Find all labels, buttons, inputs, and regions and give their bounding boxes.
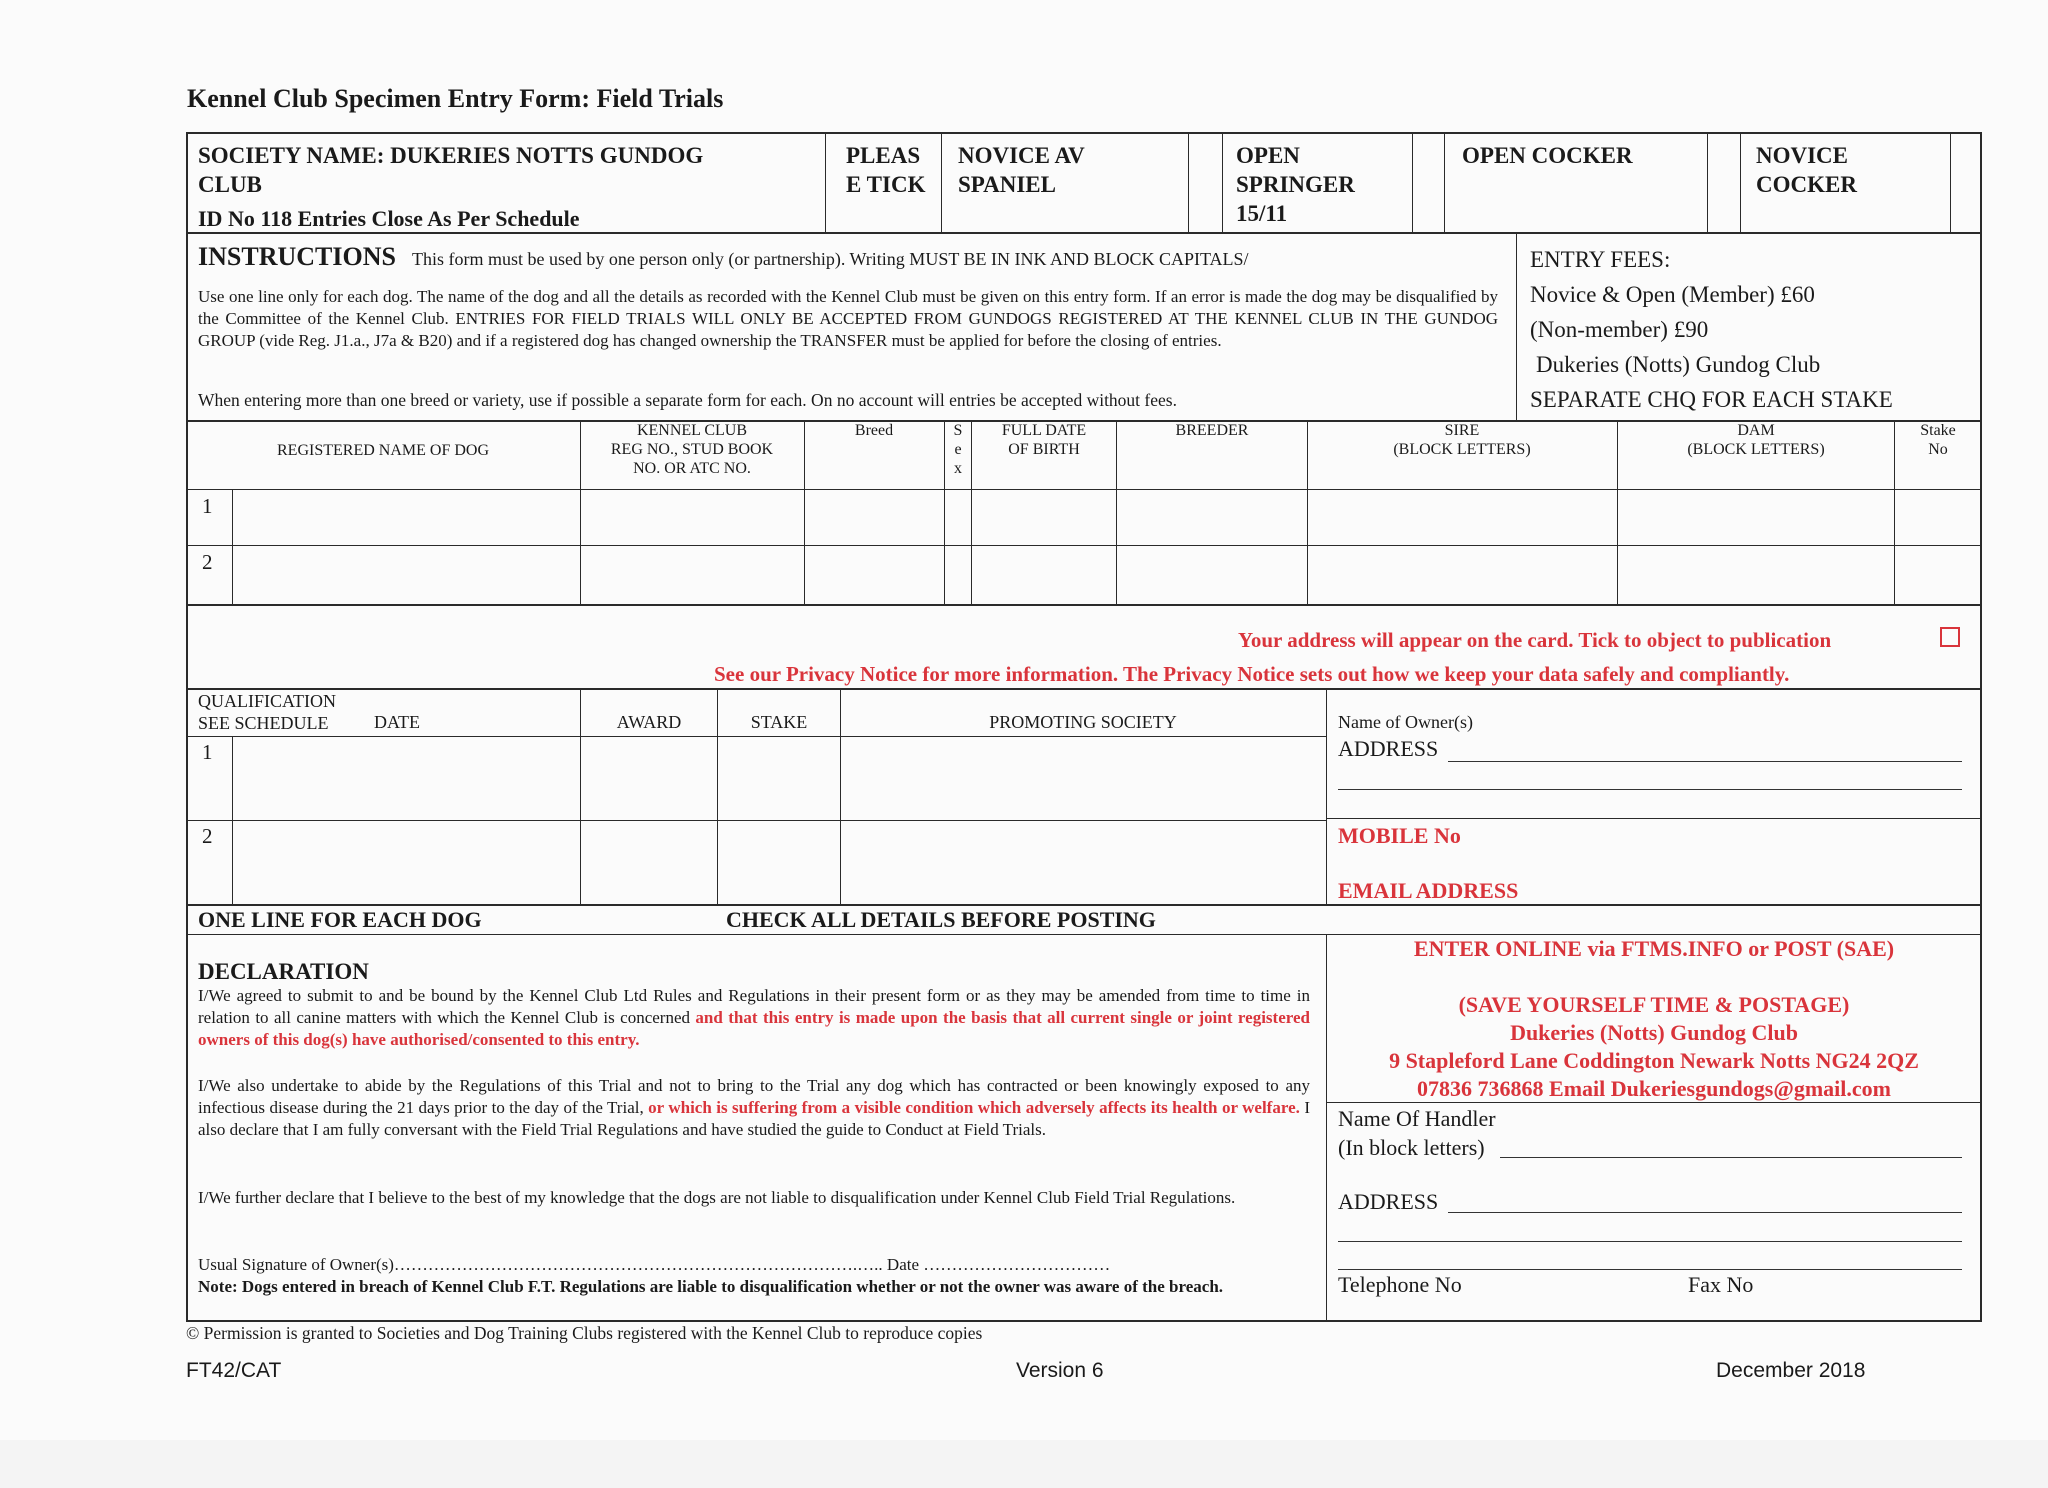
dog-1-dob-field[interactable] [973,491,1115,543]
col-sex: S e x [953,422,963,477]
contact-info [1328,935,1980,1103]
dog-2-breed-field[interactable] [806,547,942,604]
dog-1-breeder-field[interactable] [1118,491,1306,543]
dog-row-number-1: 1 [202,494,213,518]
entry-fees [1530,242,1893,417]
declaration-heading: DECLARATION [198,959,369,984]
publication-objection-checkbox[interactable] [1940,627,1960,647]
owner-email-label: EMAIL ADDRESS [1338,878,1519,903]
enter-online-text: ENTER ONLINE via FTMS.INFO or POST (SAE) [1413,936,1895,961]
qual-2-qualification-field[interactable] [234,822,578,904]
tick-box-novice-av-spaniel[interactable] [1190,134,1220,232]
instructions-heading: INSTRUCTIONS [198,242,396,271]
instructions-para1: Use one line only for each dog. The name of the dog and all the details as recorded with the Kennel Club must be given on this entry form. If an error is made the dog may be disqualified by the Committee of the Kennel Club. ENTRIES FOR FIELD TRIALS WILL ONLY BE ACCEPTED FROM GUNDOGS REGISTERED AT THE KENNEL CLUB IN THE GUNDOG GROUP (vide Reg. J1.a., J7a & B20) and if a registered dog has changed ownership the TRANSFER must be applied for before the closing of entries. [198,287,1498,350]
instructions-para2: When entering more than one breed or variety, use if possible a separate form for each. On no account will entries be accepted without fees. [198,390,1177,410]
declaration-para1: I/We agreed to submit to and be bound by the Kennel Club Ltd Rules and Regulations in their present form or as they may be amended from time to time in relation to all canine matters with which the Kennel Club is concerned and that this entry is made upon the basis that all current single or joint registered owners of this dog(s) have authorised/consented to this entry. [198,986,1310,1049]
handler-address-line-1[interactable] [1448,1212,1962,1213]
dog-2-sire-field[interactable] [1309,547,1615,604]
handler-fax-label: Fax No [1688,1272,1754,1297]
stake-open-cocker: OPEN COCKER [1462,143,1633,168]
dog-2-breeder-field[interactable] [1118,547,1306,604]
permission-notice: © Permission is granted to Societies and Dog Training Clubs registered with the Kennel Club to reproduce copies [186,1323,983,1343]
fees-line-member: Novice & Open (Member) £60 [1530,282,1815,307]
contact-address: 9 Stapleford Lane Coddington Newark Notts NG24 2QZ [1389,1048,1919,1073]
handler-name-line[interactable] [1500,1157,1962,1158]
col-dam: DAM (BLOCK LETTERS) [1687,422,1825,458]
dog-2-stake-field[interactable] [1896,547,1980,604]
handler-address-label: ADDRESS [1338,1189,1439,1214]
form-version: Version 6 [1016,1359,1104,1382]
tick-box-open-cocker[interactable] [1709,134,1738,232]
dog-1-sex-field[interactable] [946,491,970,543]
form-date: December 2018 [1716,1359,1866,1382]
instructions-header-line [198,242,1498,272]
society-name: SOCIETY NAME: DUKERIES NOTTS GUNDOG CLUB [198,143,704,197]
privacy-address-notice: Your address will appear on the card. Tick to object to publication [1238,628,1832,652]
qual-1-stake-field[interactable] [719,738,839,818]
save-time-text: (SAVE YOURSELF TIME & POSTAGE) [1458,992,1850,1017]
qual-2-award-field[interactable] [582,822,716,904]
handler-address-line-2[interactable] [1338,1241,1962,1242]
col-stake: STAKE [750,712,808,732]
declaration-para3: I/We further declare that I believe to the best of my knowledge that the dogs are not liable to disqualification under Kennel Club Field Trial Regulations. [198,1188,1236,1207]
owner-address-label: ADDRESS [1338,736,1439,761]
col-award: AWARD [616,712,682,732]
contact-phone-email: 07836 736868 Email Dukeriesgundogs@gmail.com [1417,1076,1891,1101]
col-registered-name: REGISTERED NAME OF DOG [277,442,489,459]
dog-1-dam-field[interactable] [1619,491,1893,543]
dog-2-dam-field[interactable] [1619,547,1893,604]
col-qual-date: DATE [374,712,420,732]
qual-2-stake-field[interactable] [719,822,839,904]
dog-1-sire-field[interactable] [1309,491,1615,543]
form-title: Kennel Club Specimen Entry Form: Field Trials [187,84,724,113]
stake-open-springer: OPEN SPRINGER 15/11 [1236,143,1355,226]
owner-mobile-label: MOBILE No [1338,823,1461,848]
form-code: FT42/CAT [186,1359,282,1382]
dog-1-stake-field[interactable] [1896,491,1980,543]
handler-name-label: Name Of Handler (In block letters) [1338,1106,1496,1160]
qual-2-society-field[interactable] [842,822,1324,904]
dog-2-kc-reg-field[interactable] [582,547,802,604]
tick-box-open-springer[interactable] [1414,134,1442,232]
owner-address-line-1[interactable] [1448,761,1962,762]
dog-1-name-field[interactable] [234,491,578,543]
signature-line[interactable]: Usual Signature of Owner(s)……………………………………………………………………….….. Date …………………………… [198,1255,1111,1274]
qual-row-number-1: 1 [202,740,213,764]
handler-address-line-3[interactable] [1338,1269,1962,1270]
dog-1-kc-reg-field[interactable] [582,491,802,543]
fees-line-cheque: SEPARATE CHQ FOR EACH STAKE [1530,387,1893,412]
dog-2-dob-field[interactable] [973,547,1115,604]
dog-1-breed-field[interactable] [806,491,942,543]
qual-1-award-field[interactable] [582,738,716,818]
col-stake-no: Stake No [1920,422,1956,458]
qual-row-number-2: 2 [202,824,213,848]
fees-line-nonmember: (Non-member) £90 [1530,317,1709,342]
please-tick-label: PLEAS E TICK [846,143,926,197]
one-line-note: ONE LINE FOR EACH DOG [198,907,482,932]
contact-club-name: Dukeries (Notts) Gundog Club [1510,1020,1798,1045]
owner-address-line-2[interactable] [1338,789,1962,790]
owner-name-label: Name of Owner(s) [1338,712,1473,732]
privacy-notice-link-text: See our Privacy Notice for more information. The Privacy Notice sets out how we keep your data safely and compliantly. [714,662,1790,686]
dog-row-number-2: 2 [202,550,213,574]
declaration-para2: I/We also undertake to abide by the Regulations of this Trial and not to bring to the Trial any dog which has contracted or been knowingly exposed to any infectious disease during the 21 days prior to the day of the Trial, or which is suffering from a visible condition which adversely affects its health or welfare. I also declare that I am fully conversant with the Field Trial Regulations and have studied the guide to Conduct at Field Trials. [198,1076,1310,1139]
breach-note: Note: Dogs entered in breach of Kennel Club F.T. Regulations are liable to disqualification whether or not the owner was aware of the breach. [198,1277,1224,1296]
tick-box-novice-cocker[interactable] [1952,134,1980,232]
fees-line-club: Dukeries (Notts) Gundog Club [1536,352,1821,377]
handler-telephone-label: Telephone No [1338,1272,1462,1297]
stake-novice-cocker: NOVICE COCKER [1756,143,1857,197]
stake-novice-av-spaniel: NOVICE AV SPANIEL [958,143,1085,197]
col-breed: Breed [854,422,894,439]
qual-1-society-field[interactable] [842,738,1324,818]
instructions-intro: This form must be used by one person only (or partnership). Writing MUST BE IN INK AND BLOCK CAPITALS/ [411,249,1249,269]
col-date-of-birth: FULL DATE OF BIRTH [1001,422,1087,458]
col-breeder: BREEDER [1175,422,1249,439]
id-line: ID No 118 Entries Close As Per Schedule [198,206,580,231]
col-promoting-society: PROMOTING SOCIETY [989,712,1177,732]
qual-1-qualification-field[interactable] [234,738,578,818]
dog-2-name-field[interactable] [234,547,578,604]
col-qualification: QUALIFICATION SEE SCHEDULE [198,691,336,733]
check-details-note: CHECK ALL DETAILS BEFORE POSTING [726,907,1156,932]
fees-heading: ENTRY FEES: [1530,247,1671,272]
col-kc-reg-no: KENNEL CLUB REG NO., STUD BOOK NO. OR ATC NO. [610,422,774,477]
col-sire: SIRE (BLOCK LETTERS) [1393,422,1531,458]
dog-2-sex-field[interactable] [946,547,970,604]
